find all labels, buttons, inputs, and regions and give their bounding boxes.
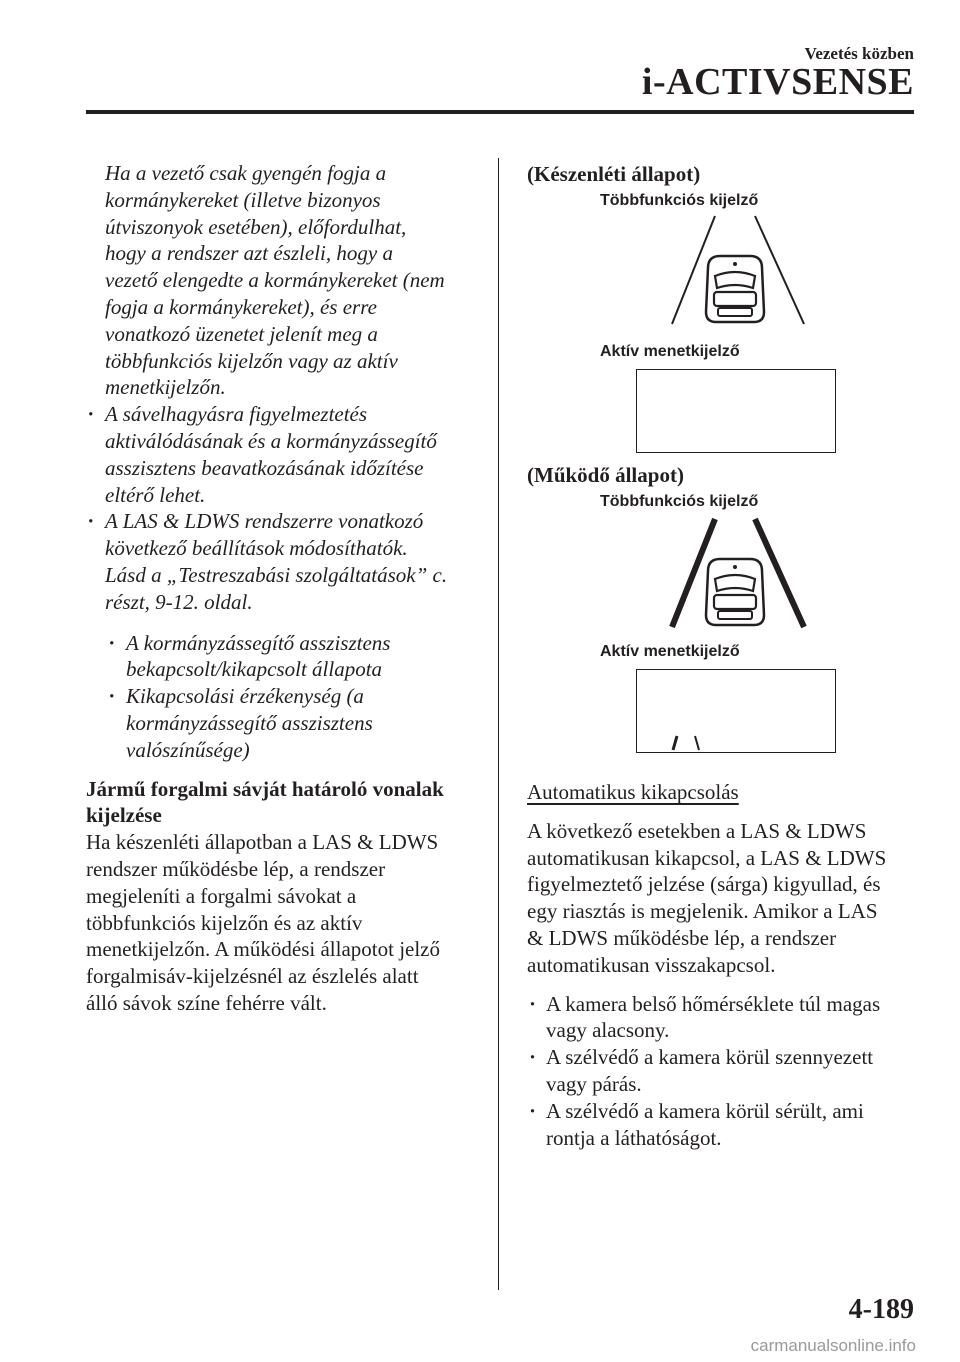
lane-display-heading xyxy=(86,776,486,830)
text-line: részt, 9-12. oldal. xyxy=(105,589,253,614)
text-line: aktiválódásának és a kormányzássegítő xyxy=(105,428,437,453)
text-line: többfunkciós kijelzőn vagy az aktív xyxy=(105,348,398,373)
text-line: álló sávok színe fehérre vált. xyxy=(86,990,327,1015)
text-line: útviszonyok esetében), előfordulhat, xyxy=(105,214,407,239)
text-line: rontja a láthatóságot. xyxy=(546,1125,722,1150)
text-line: · A LAS & LDWS rendszerre vonatkozó xyxy=(105,509,424,534)
text-line: vonatkozó üzenetet jelenít meg a xyxy=(105,321,378,346)
running-header-section: Vezetés közben xyxy=(804,44,914,63)
text-line: · A kamera belső hőmérséklete túl magas xyxy=(546,991,881,1016)
column-divider xyxy=(498,158,499,1290)
left-column xyxy=(86,160,486,1017)
text-line: · A szélvédő a kamera körül szennyezett xyxy=(546,1045,874,1070)
text-line: következő beállítások módosíthatók. xyxy=(105,536,408,561)
text-line: eltérő lehet. xyxy=(105,482,206,507)
text-line: asszisztens beavatkozásának időzítése xyxy=(105,455,424,480)
text-line: A következő esetekben a LAS & LDWS xyxy=(527,818,867,843)
active-multi-display-label: Többfunkciós kijelző xyxy=(600,493,759,510)
standby-multi-display-figure xyxy=(660,212,810,330)
text-line: Jármű forgalmi sávját határoló vonalak xyxy=(86,776,444,801)
car-icon xyxy=(706,256,764,322)
text-line: kijelzése xyxy=(86,803,162,828)
text-line: rendszer működésbe lép, a rendszer xyxy=(86,856,386,881)
text-line: vezető elengedte a kormánykereket (nem xyxy=(105,268,445,293)
text-line: · A kormányzássegítő asszisztens xyxy=(126,630,391,655)
text-line: Ha a vezető csak gyengén fogja a xyxy=(105,161,387,185)
bullet-damaged xyxy=(527,1098,917,1152)
header-rule xyxy=(86,110,914,114)
text-line: · A sávelhagyásra figyelmeztetés xyxy=(105,402,368,427)
intro-note xyxy=(86,160,486,401)
active-hud-box xyxy=(636,669,836,753)
bullet-settings xyxy=(86,508,486,615)
text-line: többfunkciós kijelzőn és az aktív xyxy=(86,910,363,935)
text-line: automatikusan kikapcsol, a LAS & LDWS xyxy=(527,845,887,870)
text-line: figyelmeztető jelzése (sárga) kigyullad, és xyxy=(527,872,881,897)
active-multi-display-figure xyxy=(660,515,810,633)
text-line: bekapcsolt/kikapcsolt állapota xyxy=(126,657,383,682)
section-title: Automatikus kikapcsolás xyxy=(527,780,739,804)
lane-display-body xyxy=(86,829,486,1017)
watermark: carmanualsonline.info xyxy=(750,1336,916,1355)
standby-state-title: (Készenléti állapot) xyxy=(527,162,701,186)
text-line: vagy alacsony. xyxy=(546,1018,670,1043)
page-number: 4-189 xyxy=(848,1294,914,1325)
text-line: · A szélvédő a kamera körül sérült, ami xyxy=(546,1098,864,1123)
active-state-title: (Működő állapot) xyxy=(527,463,684,487)
bullet-dirty xyxy=(527,1044,917,1098)
bullet-timing xyxy=(86,401,486,508)
running-header-title: i-ACTIVSENSE xyxy=(641,61,914,103)
sub-bullet-assist-state xyxy=(86,630,486,684)
bullet-temperature xyxy=(527,991,917,1045)
standby-multi-display-label: Többfunkciós kijelző xyxy=(600,192,759,209)
text-line: hogy a rendszer azt észleli, hogy a xyxy=(105,241,393,266)
text-line: & LDWS működésbe lép, a rendszer xyxy=(527,925,837,950)
standby-hud-box xyxy=(636,369,836,453)
text-line: vagy párás. xyxy=(546,1071,642,1096)
text-line: megjeleníti a forgalmi sávokat a xyxy=(86,883,357,908)
text-line: fogja a kormánykereket), és erre xyxy=(105,294,377,319)
text-line: Ha készenléti állapotban a LAS & LDWS xyxy=(86,830,439,855)
text-line: automatikusan visszakapcsol. xyxy=(527,952,776,977)
text-line: egy riasztás is megjelenik. Amikor a LAS xyxy=(527,899,878,924)
text-line: kormánykereket (illetve bizonyos xyxy=(105,187,381,212)
text-line: · Kikapcsolási érzékenység (a xyxy=(126,684,364,709)
text-line: menetkijelzőn. A működési állapotot jelző xyxy=(86,937,441,962)
active-hud-label: Aktív menetkijelző xyxy=(600,643,740,660)
auto-shutoff-section xyxy=(527,779,917,1151)
auto-shutoff-body xyxy=(527,818,917,979)
standby-hud-label: Aktív menetkijelző xyxy=(600,343,740,360)
text-line: kormányzássegítő asszisztens xyxy=(126,710,373,735)
sub-bullet-sensitivity xyxy=(86,683,486,763)
text-line: Lásd a „Testreszabási szolgáltatások” c. xyxy=(105,562,448,587)
text-line: valószínűsége) xyxy=(126,737,250,762)
text-line: forgalmisáv-kijelzésnél az észlelés alatt xyxy=(86,964,419,989)
hud-lane-marks xyxy=(667,732,707,752)
text-line: menetkijelzőn. xyxy=(105,375,226,400)
car-icon xyxy=(706,559,764,625)
